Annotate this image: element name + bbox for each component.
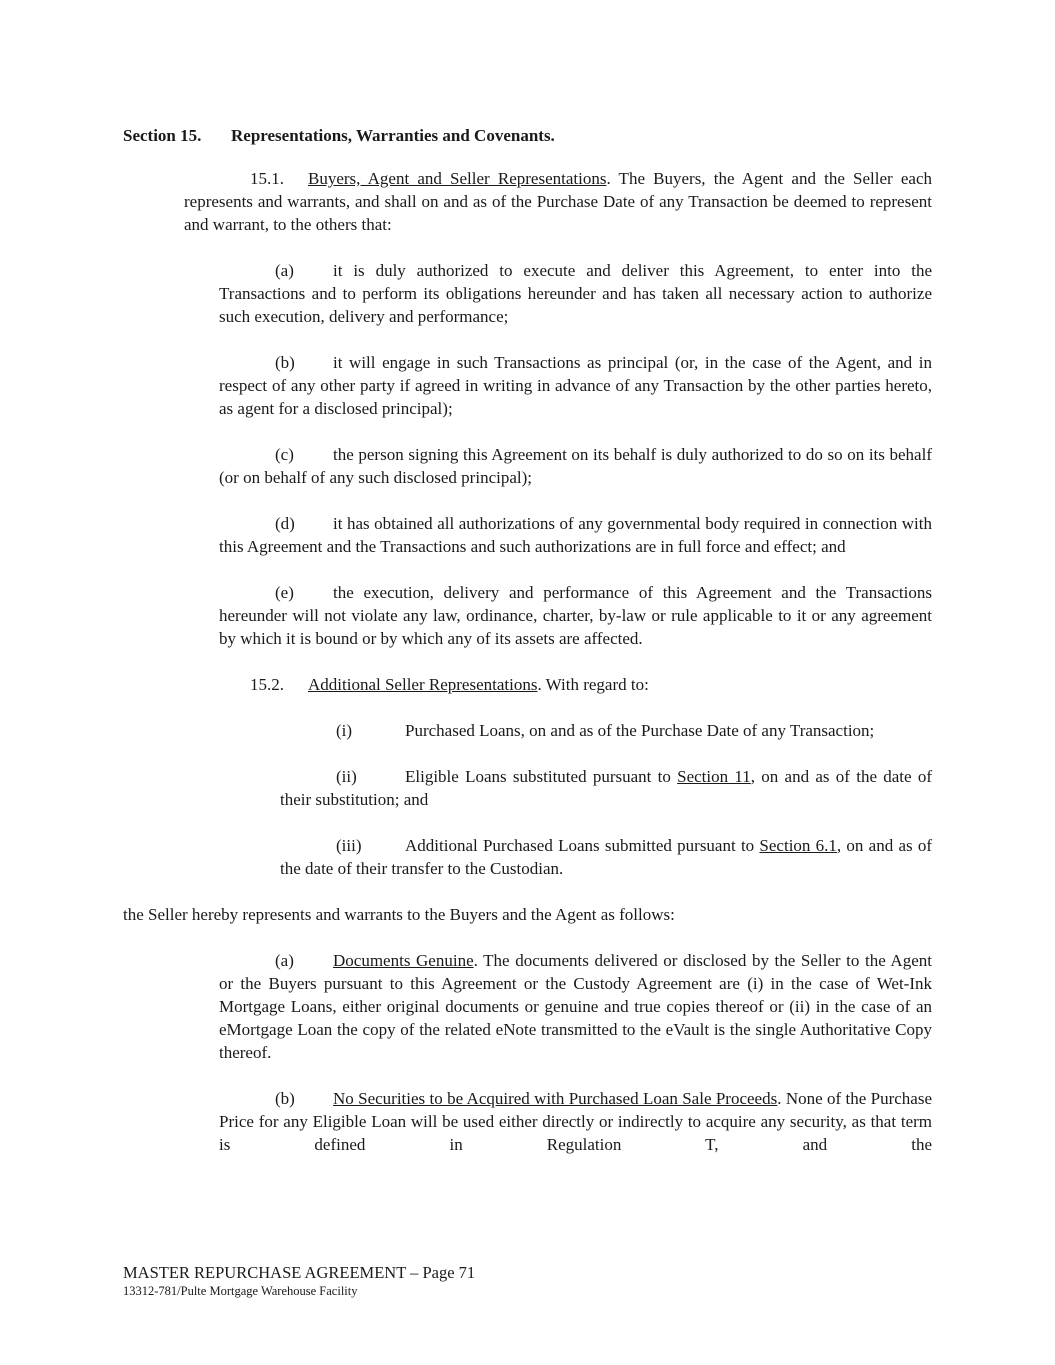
clause-2b-no-securities <box>219 1087 932 1156</box>
clause-text: , on and as of the date of their substitution; and <box>280 767 932 809</box>
section-number: Section 15. <box>123 126 202 145</box>
section-heading <box>123 124 932 147</box>
clause-c <box>219 443 932 489</box>
clause-label: (a) <box>275 261 294 280</box>
clause-iii <box>280 834 932 880</box>
underlined-phrase: Additional Seller Representations <box>308 675 538 694</box>
clause-2a-documents-genuine <box>219 949 932 1064</box>
underlined-phrase: Buyers, Agent and Seller Representations <box>308 169 607 188</box>
clause-label: (d) <box>275 514 295 533</box>
clause-b <box>219 351 932 420</box>
connector-paragraph: the Seller hereby represents and warrants to the Buyers and the Agent as follows: <box>123 905 675 924</box>
clause-text: the execution, delivery and performance of this Agreement and the Transactions hereunder will not violate any law, ordinance, charter, by-law or rule applicable to it or any agreement by which it is bound or by which any of its assets are affected. <box>219 583 932 648</box>
clause-label: (iii) <box>336 836 362 855</box>
clause-label: (c) <box>275 445 294 464</box>
clause-i <box>280 719 932 742</box>
page-footer <box>123 1262 475 1299</box>
section-6-1-reference: Section 6.1 <box>759 836 837 855</box>
section-11-reference: Section 11 <box>677 767 751 786</box>
clause-text: . The Buyers, the Agent and the Seller each represents and warrants, and shall on and as of the Purchase Date of any Transaction be deemed to represent and warrant, to the others that: <box>184 169 932 234</box>
clause-a <box>219 259 932 328</box>
clause-15-1 <box>184 167 932 236</box>
underlined-phrase: Documents Genuine <box>333 951 474 970</box>
clause-label: 15.2. <box>250 675 284 694</box>
clause-ii <box>280 765 932 811</box>
footer-matter-number: 13312-781/Pulte Mortgage Warehouse Facility <box>123 1284 358 1298</box>
clause-label: (i) <box>336 721 353 740</box>
clause-d <box>219 512 932 558</box>
clause-text: the person signing this Agreement on its behalf is duly authorized to do so on its behalf (or on behalf of any such disclosed principal); <box>219 445 932 487</box>
clause-label: (e) <box>275 583 294 602</box>
clause-label: (ii) <box>336 767 357 786</box>
clause-text: it has obtained all authorizations of any governmental body required in connection with this Agreement and the Transactions and such authorizations are in full force and effect; and <box>219 514 932 556</box>
clause-text: . The documents delivered or disclosed by the Seller to the Agent or the Buyers pursuant to this Agreement or the Custody Agreement are (i) in the case of Wet-Ink Mortgage Loans, either original documents or genuine and true copies thereof or (ii) in the case of an eMortgage Loan the copy of the related eNote transmitted to the eVault is the single Authoritative Copy thereof. <box>219 951 932 1062</box>
clause-text: . None of the Purchase Price for any Eligible Loan will be used either directly or indirectly to acquire any security, as that term is defined in Regulation T, and the <box>219 1089 932 1154</box>
clause-label: (b) <box>275 353 295 372</box>
footer-title: MASTER REPURCHASE AGREEMENT – Page 71 <box>123 1263 476 1282</box>
clause-text: it will engage in such Transactions as principal (or, in the case of the Agent, and in respect of any other party if agreed in writing in advance of any Transaction by the other parties hereto, as agent for a disclosed principal); <box>219 353 932 418</box>
clause-e <box>219 581 932 650</box>
clause-text: Eligible Loans substituted pursuant to <box>405 767 678 786</box>
clause-text: Additional Purchased Loans submitted pursuant to <box>405 836 760 855</box>
clause-text: Purchased Loans, on and as of the Purchase Date of any Transaction; <box>405 721 875 740</box>
clause-label: (a) <box>275 951 294 970</box>
clause-15-2 <box>184 673 932 696</box>
clause-label: 15.1. <box>250 169 284 188</box>
clause-text: , on and as of the date of their transfer to the Custodian. <box>280 836 933 878</box>
clause-text: . With regard to: <box>537 675 649 694</box>
underlined-phrase: No Securities to be Acquired with Purchased Loan Sale Proceeds <box>333 1089 778 1108</box>
section-title: Representations, Warranties and Covenants. <box>231 126 555 145</box>
clause-text: it is duly authorized to execute and deliver this Agreement, to enter into the Transactions and to perform its obligations hereunder and has taken all necessary action to authorize such execution, delivery and performance; <box>219 261 932 326</box>
clause-label: (b) <box>275 1089 295 1108</box>
